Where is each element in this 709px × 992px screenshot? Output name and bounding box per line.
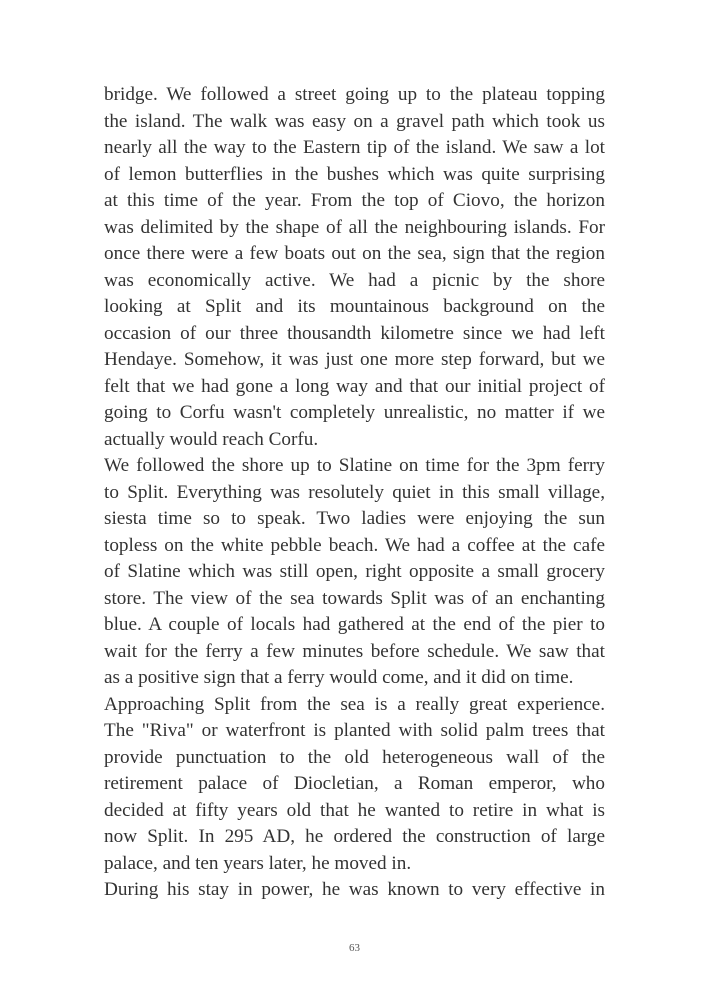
text-line: blue. A couple of locals had gathered at the end of the pier to <box>104 614 605 635</box>
text-line: siesta time so to speak. Two ladies were enjoying the sun <box>104 508 605 529</box>
text-line: now Split. In 295 AD, he ordered the construction of large <box>104 826 605 847</box>
text-line: Approaching Split from the sea is a really great experience. <box>104 693 605 715</box>
text-line: going to Corfu wasn't completely unrealistic, no matter if we <box>104 402 605 423</box>
page-number: 63 <box>349 942 360 954</box>
text-line: once there were a few boats out on the sea, sign that the region <box>104 243 605 264</box>
paragraph <box>104 453 605 692</box>
text-line: looking at Split and its mountainous background on the <box>104 296 605 317</box>
text-line: felt that we had gone a long way and that our initial project of <box>104 375 605 397</box>
paragraph <box>104 82 605 453</box>
text-line: of Slatine which was still open, right opposite a small grocery <box>104 561 605 582</box>
text-line: The "Riva" or waterfront is planted with solid palm trees that <box>104 720 605 741</box>
text-line: nearly all the way to the Eastern tip of the island. We saw a lot <box>104 137 605 158</box>
text-line: Hendaye. Somehow, it was just one more step forward, but we <box>104 349 605 370</box>
text-line: of lemon butterflies in the bushes which was quite surprising <box>104 163 605 185</box>
paragraph <box>104 877 605 904</box>
text-line: topless on the white pebble beach. We had a coffee at the cafe <box>104 534 605 556</box>
text-line: bridge. We followed a street going up to the plateau topping <box>104 84 605 105</box>
text-line: retirement palace of Diocletian, a Roman emperor, who <box>104 773 605 794</box>
text-line: occasion of our three thousandth kilometre since we had left <box>104 322 605 344</box>
text-line: as a positive sign that a ferry would come, and it did on time. <box>104 667 574 688</box>
text-line: at this time of the year. From the top of Ciovo, the horizon <box>104 190 605 211</box>
text-line: store. The view of the sea towards Split was of an enchanting <box>104 587 605 609</box>
text-line: We followed the shore up to Slatine on time for the 3pm ferry <box>104 455 605 476</box>
text-line: the island. The walk was easy on a gravel path which took us <box>104 110 605 132</box>
text-line: was delimited by the shape of all the neighbouring islands. For <box>104 216 605 238</box>
body-text <box>104 82 605 904</box>
text-line: During his stay in power, he was known to very effective in <box>104 879 605 900</box>
text-line: to Split. Everything was resolutely quiet in this small village, <box>104 481 605 503</box>
text-line: actually would reach Corfu. <box>104 428 319 450</box>
text-line: decided at fifty years old that he wanted to retire in what is <box>104 799 605 821</box>
text-line: was economically active. We had a picnic by the shore <box>104 269 605 291</box>
text-line: wait for the ferry a few minutes before schedule. We saw that <box>104 640 605 662</box>
text-line: provide punctuation to the old heterogeneous wall of the <box>104 746 605 768</box>
paragraph <box>104 692 605 878</box>
text-line: palace, and ten years later, he moved in. <box>104 852 412 874</box>
